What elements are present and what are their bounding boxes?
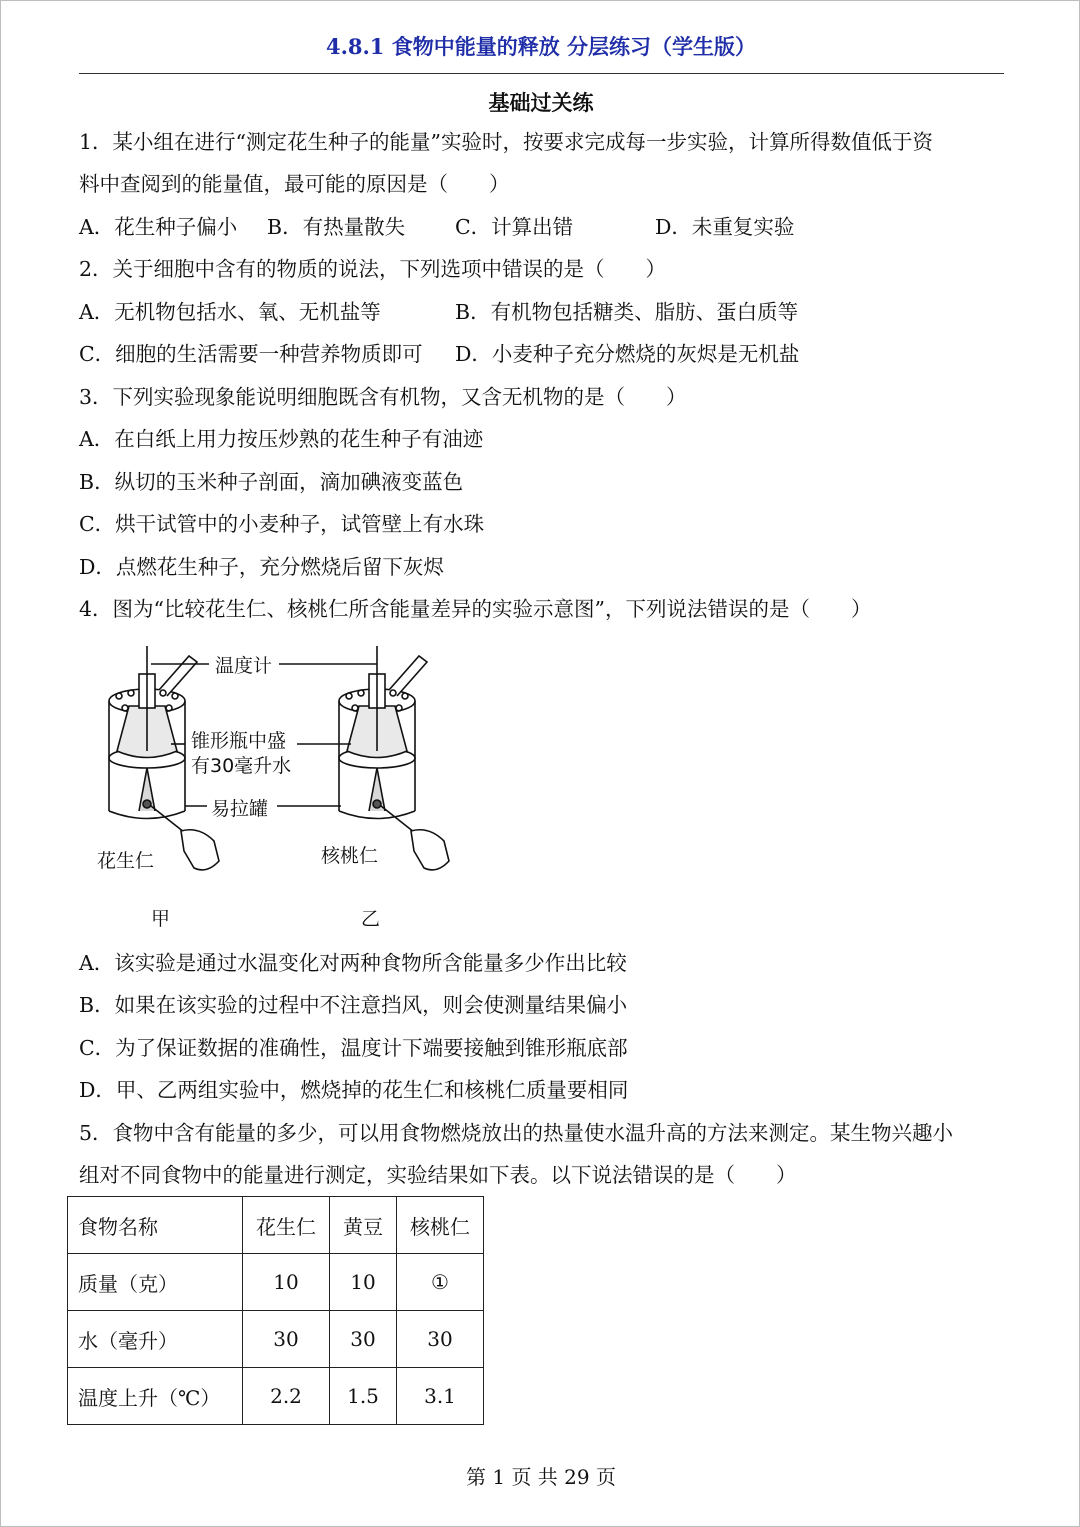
q1-option-a: A．花生种子偏小 <box>79 215 238 239</box>
q2-options-row2 <box>79 340 799 368</box>
table-cell: 温度上升（℃） <box>68 1368 243 1425</box>
q5-stem-line2: 组对不同食物中的能量进行测定，实验结果如下表。以下说法错误的是（ ） <box>79 1163 797 1187</box>
section-title: 基础过关练 <box>488 90 594 115</box>
table-row <box>68 1311 484 1368</box>
q2-option-c: C．细胞的生活需要一种营养物质即可 <box>79 342 423 366</box>
table-cell: 30 <box>243 1311 330 1368</box>
table-cell: 10 <box>243 1254 330 1311</box>
document-title: 4.8.1 食物中能量的释放 分层练习（学生版） <box>325 34 757 59</box>
right-apparatus <box>339 646 449 870</box>
q3-stem: 3．下列实验现象能说明细胞既含有机物，又含无机物的是（ ） <box>79 385 687 409</box>
experiment-figure <box>89 646 469 936</box>
q4-stem: 4．图为“比较花生仁、核桃仁所含能量差异的实验示意图”，下列说法错误的是（ ） <box>79 597 872 621</box>
table-header-cell: 核桃仁 <box>397 1197 484 1254</box>
q3-option-d: D．点燃花生种子，充分燃烧后留下灰烬 <box>79 555 444 579</box>
q1-option-b: B．有热量散失 <box>267 215 406 239</box>
table-cell: 3.1 <box>397 1368 484 1425</box>
table-cell: 水（毫升） <box>68 1311 243 1368</box>
page-number: 第 1 页 共 29 页 <box>466 1465 616 1489</box>
q2-option-b: B．有机物包括糖类、脂肪、蛋白质等 <box>455 300 799 324</box>
label-can: 易拉罐 <box>211 798 269 820</box>
table-row <box>68 1368 484 1425</box>
table-header-cell: 黄豆 <box>330 1197 397 1254</box>
table-cell: 30 <box>397 1311 484 1368</box>
q2-options-row1 <box>79 298 798 326</box>
q4-option-a: A．该实验是通过水温变化对两种食物所含能量多少作出比较 <box>79 951 627 975</box>
table-cell: 30 <box>330 1311 397 1368</box>
table-header-cell: 食物名称 <box>68 1197 243 1254</box>
q1-options <box>79 213 794 241</box>
experiment-diagram <box>89 646 469 936</box>
label-walnut: 核桃仁 <box>321 845 379 867</box>
table-header-cell: 花生仁 <box>243 1197 330 1254</box>
table-cell: 10 <box>330 1254 397 1311</box>
energy-table <box>67 1196 484 1425</box>
label-flask-line2: 有30毫升水 <box>191 755 292 777</box>
q4-option-d: D．甲、乙两组实验中，燃烧掉的花生仁和核桃仁质量要相同 <box>79 1078 629 1102</box>
q1-stem-line1: 1．某小组在进行“测定花生种子的能量”实验时，按要求完成每一步实验，计算所得数值低于资 <box>79 130 934 154</box>
q5-stem-line1: 5．食物中含有能量的多少，可以用食物燃烧放出的热量使水温升高的方法来测定。某生物兴趣小 <box>79 1121 954 1145</box>
q1-option-c: C．计算出错 <box>455 215 574 239</box>
label-flask-line1: 锥形瓶中盛 <box>191 730 287 752</box>
q3-option-b: B．纵切的玉米种子剖面，滴加碘液变蓝色 <box>79 470 464 494</box>
q3-option-a: A．在白纸上用力按压炒熟的花生种子有油迹 <box>79 427 484 451</box>
table-header-row <box>68 1197 484 1254</box>
table-cell: 1.5 <box>330 1368 397 1425</box>
table-cell: 2.2 <box>243 1368 330 1425</box>
label-thermometer: 温度计 <box>215 655 273 677</box>
q3-option-c: C．烘干试管中的小麦种子，试管壁上有水珠 <box>79 512 485 536</box>
q2-option-d: D．小麦种子充分燃烧的灰烬是无机盐 <box>455 342 800 366</box>
table-cell: ① <box>397 1254 484 1311</box>
header-divider <box>79 73 1004 74</box>
q2-option-a: A．无机物包括水、氧、无机盐等 <box>79 300 381 324</box>
q2-stem: 2．关于细胞中含有的物质的说法，下列选项中错误的是（ ） <box>79 257 667 281</box>
q4-option-b: B．如果在该实验的过程中不注意挡风，则会使测量结果偏小 <box>79 993 628 1017</box>
q4-option-c: C．为了保证数据的准确性，温度计下端要接触到锥形瓶底部 <box>79 1036 628 1060</box>
caption-jia: 甲 <box>151 908 171 930</box>
q1-option-d: D．未重复实验 <box>655 215 795 239</box>
q1-stem-line2: 料中查阅到的能量值，最可能的原因是（ ） <box>79 172 510 196</box>
caption-yi: 乙 <box>361 908 381 930</box>
table-row <box>68 1254 484 1311</box>
table-cell: 质量（克） <box>68 1254 243 1311</box>
label-peanut: 花生仁 <box>97 850 155 872</box>
